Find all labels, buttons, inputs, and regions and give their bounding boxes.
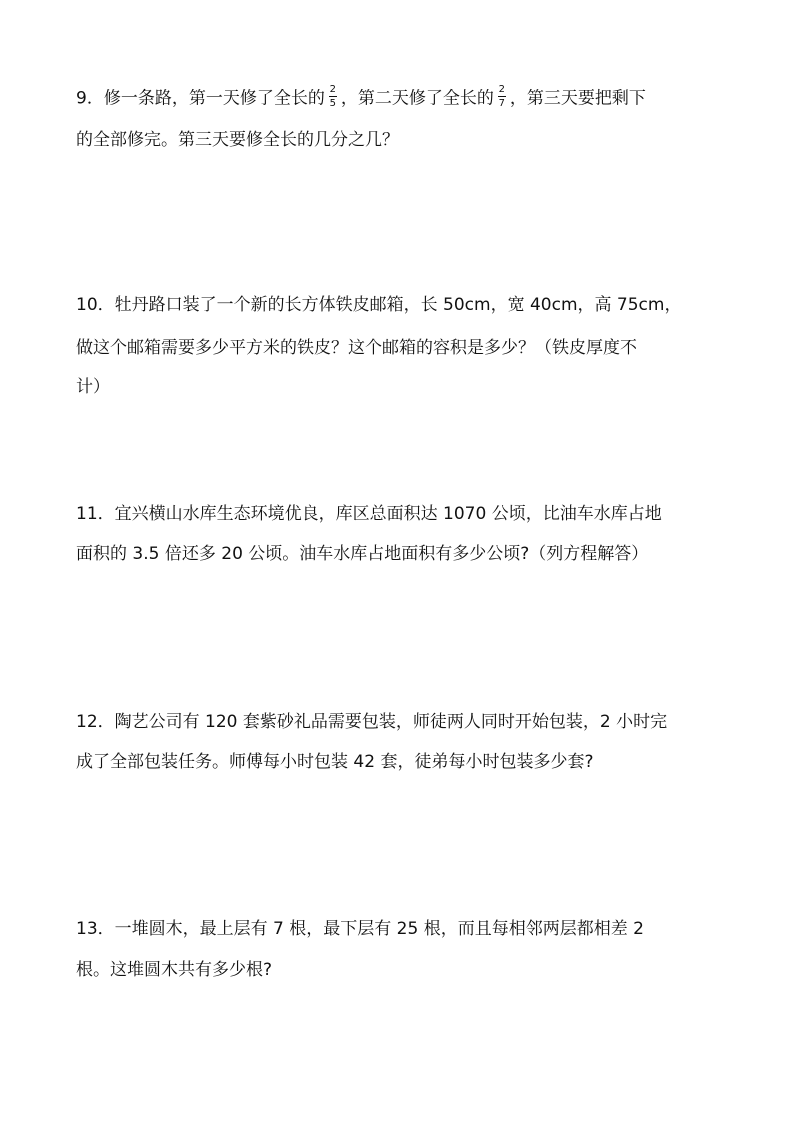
problem-12-text: 陶艺公司有 120 套紫砂礼品需要包装，师徒两人同时开始包装，2 小时完 <box>114 712 668 732</box>
problem-13-line-1 <box>76 918 644 940</box>
problem-10-line-3: 计） <box>76 377 110 397</box>
fraction-2-7 <box>498 84 506 109</box>
problem-10-text: 牡丹路口装了一个新的长方体铁皮邮箱，长 50cm，宽 40cm，高 75cm， <box>114 295 682 315</box>
problem-9-line-1 <box>76 86 646 111</box>
problem-13-line-2: 根。这堆圆木共有多少根? <box>76 960 273 980</box>
fraction-numerator: 2 <box>498 84 506 95</box>
problem-9-text-part-1: 修一条路，第一天修了全长的 <box>103 88 325 109</box>
fraction-denominator: 7 <box>498 98 506 109</box>
problem-11-number: 11． <box>76 504 115 524</box>
fraction-denominator: 5 <box>329 98 337 109</box>
problem-10-line-1 <box>76 294 681 316</box>
fraction-numerator: 2 <box>329 84 337 95</box>
problem-9-text-part-3: ，第三天要把剩下 <box>509 88 646 109</box>
problem-12-line-2: 成了全部包装任务。师傅每小时包装 42 套，徒弟每小时包装多少套? <box>76 752 594 772</box>
problem-11-line-1 <box>76 503 662 525</box>
fraction-bar <box>498 96 506 97</box>
problem-9-number: 9． <box>76 88 104 109</box>
fraction-bar <box>329 96 337 97</box>
problem-10-number: 10． <box>76 295 115 315</box>
problem-13-text: 一堆圆木，最上层有 7 根，最下层有 25 根，而且每相邻两层都相差 2 <box>114 919 644 939</box>
problem-12-number: 12． <box>76 712 115 732</box>
problem-10-line-2: 做这个邮箱需要多少平方米的铁皮？这个邮箱的容积是多少？（铁皮厚度不 <box>76 338 637 358</box>
problem-12-line-1 <box>76 711 667 733</box>
problem-11-line-2: 面积的 3.5 倍还多 20 公顷。油车水库占地面积有多少公顷?（列方程解答） <box>76 544 649 564</box>
problem-11-text: 宜兴横山水库生态环境优良，库区总面积达 1070 公顷，比油车水库占地 <box>114 504 662 524</box>
fraction-2-5 <box>329 84 337 109</box>
problem-9-text-part-2: ，第二天修了全长的 <box>340 88 494 109</box>
problem-9-line-2: 的全部修完。第三天要修全长的几分之几？ <box>76 130 399 150</box>
problem-13-number: 13． <box>76 919 115 939</box>
